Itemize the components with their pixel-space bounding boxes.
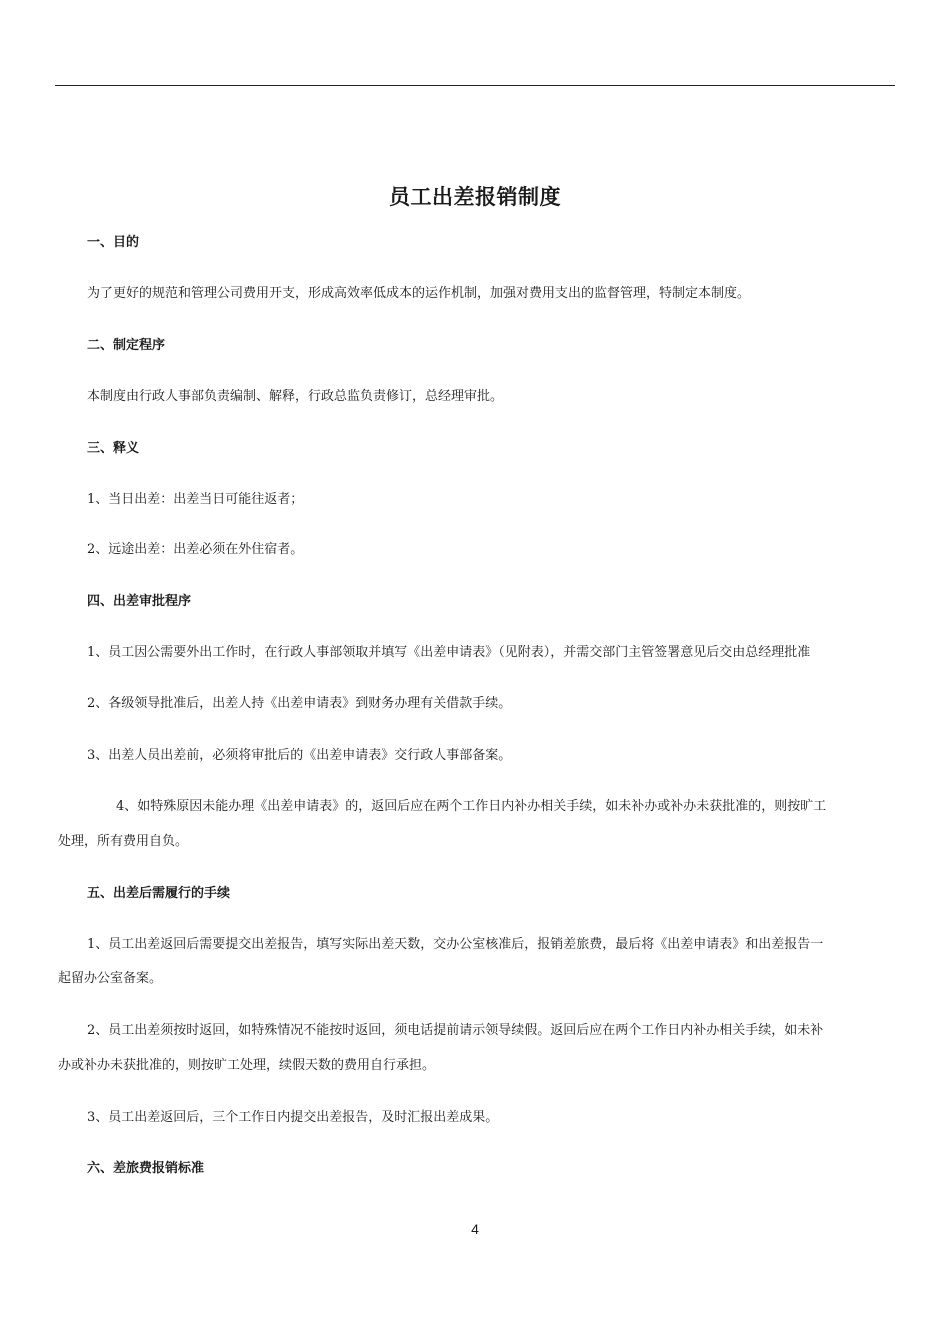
- paragraph-approval-2: 2、各级领导批准后，出差人持《出差申请表》到财务办理有关借款手续。: [87, 696, 512, 711]
- paragraph-after-trip-2-line1: 2、员工出差须按时返回，如特殊情况不能按时返回，须电话提前请示领导续假。返回后应在两个工作日内补办相关手续，如未补: [87, 1023, 824, 1038]
- section-heading-definitions: 三、释义: [87, 441, 140, 456]
- document-title: 员工出差报销制度: [389, 185, 561, 209]
- paragraph-definition-1: 1、当日出差：出差当日可能往返者；: [87, 492, 304, 507]
- section-heading-after-trip: 五、出差后需履行的手续: [87, 886, 231, 901]
- section-heading-purpose: 一、目的: [87, 235, 140, 250]
- paragraph-approval-4-line2: 处理，所有费用自负。: [58, 834, 189, 849]
- section-heading-approval: 四、出差审批程序: [87, 594, 192, 609]
- paragraph-procedure: 本制度由行政人事部负责编制、解释，行政总监负责修订，总经理审批。: [87, 389, 504, 404]
- paragraph-approval-4-line1: 4、如特殊原因未能办理《出差申请表》的，返回后应在两个工作日内补办相关手续，如未补办或补办未获批准的，则按旷工: [116, 799, 827, 814]
- paragraph-after-trip-1-line1: 1、员工出差返回后需要提交出差报告，填写实际出差天数，交办公室核准后，报销差旅费，最后将《出差申请表》和出差报告一: [87, 937, 824, 952]
- paragraph-approval-1: 1、员工因公需要外出工作时，在行政人事部领取并填写《出差申请表》（见附表），并需交部门主管签署意见后交由总经理批准: [87, 645, 811, 660]
- paragraph-after-trip-3: 3、员工出差返回后，三个工作日内提交出差报告，及时汇报出差成果。: [87, 1110, 499, 1125]
- paragraph-after-trip-2-line2: 办或补办未获批准的，则按旷工处理，续假天数的费用自行承担。: [58, 1058, 436, 1073]
- page-number: 4: [471, 1221, 479, 1237]
- paragraph-purpose: 为了更好的规范和管理公司费用开支，形成高效率低成本的运作机制，加强对费用支出的监督管理，特制定本制度。: [87, 286, 751, 301]
- paragraph-approval-3: 3、出差人员出差前，必须将审批后的《出差申请表》交行政人事部备案。: [87, 748, 512, 763]
- header-rule: [55, 85, 895, 86]
- section-heading-procedure: 二、制定程序: [87, 338, 166, 353]
- paragraph-definition-2: 2、远途出差：出差必须在外住宿者。: [87, 542, 304, 557]
- section-heading-reimbursement-standard: 六、差旅费报销标准: [87, 1161, 205, 1176]
- paragraph-after-trip-1-line2: 起留办公室备案。: [58, 971, 163, 986]
